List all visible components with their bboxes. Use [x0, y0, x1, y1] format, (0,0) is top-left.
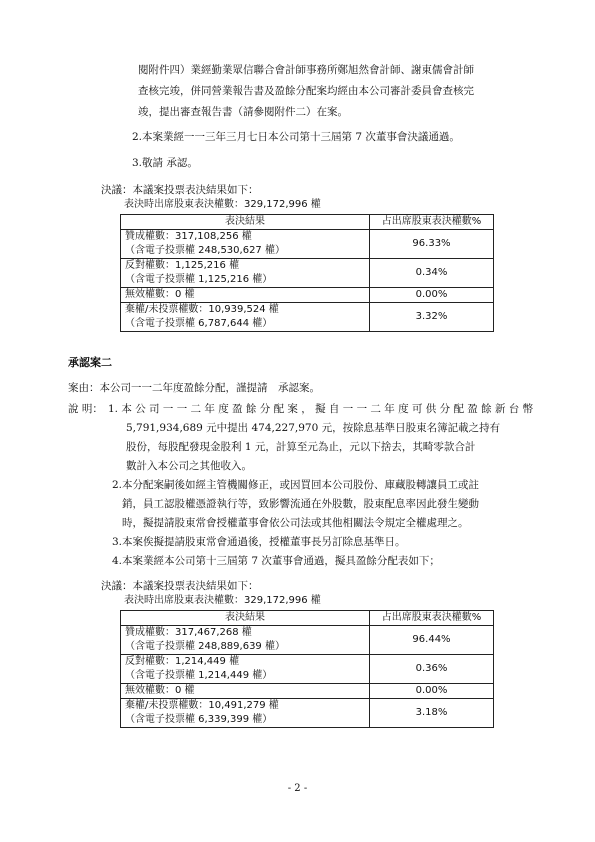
table-row	[121, 287, 494, 302]
vote-oppose-pct: 0.36%	[370, 654, 494, 683]
intro-item-2: 2.本案業經一一三年三月七日本公司第十三屆第 7 次董事會決議通過。	[132, 131, 460, 143]
item4: 4.本案業經本公司第十三屆第 7 次董事會通過，擬具盈餘分配表如下；	[112, 555, 440, 567]
vote-invalid: 無效權數：0 權	[121, 683, 370, 698]
header-percentage: 占出席股東表決權數%	[370, 215, 494, 230]
header-result: 表決結果	[121, 611, 370, 626]
vote-label-cell	[121, 698, 370, 727]
vote-invalid-pct: 0.00%	[370, 683, 494, 698]
vote-oppose-electronic: （含電子投票權 1,125,216 權）	[125, 273, 273, 285]
header-percentage: 占出席股東表決權數%	[370, 611, 494, 626]
vote-abstain-electronic: （含電子投票權 6,787,644 權）	[125, 317, 273, 329]
table-row	[121, 625, 494, 654]
table-row	[121, 698, 494, 727]
vote-oppose-pct: 0.34%	[370, 258, 494, 287]
intro-line-3: 竣，提出審查報告書（請參閱附件二）在案。	[138, 106, 348, 118]
table-row	[121, 258, 494, 287]
table-row	[121, 654, 494, 683]
table-header-row	[121, 611, 494, 626]
item1-line-1: 1. 本 公 司 一 一 二 年 度 盈 餘 分 配 案 ， 擬 自 一 一 二 年 度 可 供 分 配 盈 餘 新 台 幣	[108, 403, 534, 415]
vote-invalid-pct: 0.00%	[370, 287, 494, 302]
intro-line-1: 閱附件四）業經勤業眾信聯合會計師事務所鄭旭然會計師、謝東儒會計師	[138, 64, 474, 76]
vote-approve: 贊成權數：317,108,256 權	[125, 231, 252, 242]
table-header-row	[121, 215, 494, 230]
vote-label-cell	[121, 229, 370, 258]
present-votes: 表決時出席股東表決權數：329,172,996 權	[124, 595, 321, 606]
intro-item-3: 3.敬請 承認。	[132, 157, 198, 169]
vote-result-table	[120, 214, 494, 332]
vote-oppose: 反對權數：1,125,216 權	[125, 260, 240, 271]
resolution-label: 決議：本議案投票表決結果如下：	[101, 580, 259, 592]
case-cause: 案由：本公司一一二年度盈餘分配，謹提請 承認案。	[68, 382, 320, 394]
vote-approve: 贊成權數：317,467,268 權	[125, 627, 252, 638]
item1-line-3: 股份，每股配發現金股利 1 元，計算至元為止，元以下捨去，其畸零款合計	[126, 441, 476, 453]
present-votes: 表決時出席股東表決權數：329,172,996 權	[124, 199, 321, 210]
vote-invalid: 無效權數：0 權	[121, 287, 370, 302]
item1-line-4: 數計入本公司之其他收入。	[126, 460, 252, 472]
intro-line-2: 查核完竣，併同營業報告書及盈餘分配案均經由本公司審計委員會查核完	[138, 85, 474, 97]
vote-oppose: 反對權數：1,214,449 權	[125, 656, 240, 667]
vote-abstain-pct: 3.32%	[370, 302, 494, 331]
item2-line-3: 時，擬提請股東常會授權董事會依公司法或其他相關法令規定全權處理之。	[122, 517, 469, 529]
vote-approve-electronic: （含電子投票權 248,530,627 權）	[125, 244, 285, 256]
vote-abstain-electronic: （含電子投票權 6,339,399 權）	[125, 713, 273, 725]
item1-line-2: 5,791,934,689 元中提出 474,227,970 元，按除息基準日股東名簿記載之持有	[126, 422, 501, 434]
vote-label-cell	[121, 654, 370, 683]
table-row	[121, 302, 494, 331]
page-number: - 2 -	[287, 783, 308, 794]
table-row	[121, 229, 494, 258]
item3: 3.本案俟擬提請股東常會通過後，授權董事長另訂除息基準日。	[112, 536, 406, 548]
vote-approve-pct: 96.44%	[370, 625, 494, 654]
vote-abstain-pct: 3.18%	[370, 698, 494, 727]
vote-abstain: 棄權/未投票權數：10,939,524 權	[125, 304, 279, 315]
vote-label-cell	[121, 302, 370, 331]
vote-approve-electronic: （含電子投票權 248,889,639 權）	[125, 640, 285, 652]
vote-label-cell	[121, 625, 370, 654]
resolution-label: 決議：本議案投票表決結果如下：	[101, 184, 259, 196]
item2-line-2: 銷，員工認股權憑證執行等，致影響流通在外股數，股東配息率因此發生變動	[122, 498, 479, 510]
vote-abstain: 棄權/未投票權數：10,491,279 權	[125, 700, 279, 711]
section-title: 承認案二	[68, 356, 112, 369]
vote-result-table	[120, 610, 494, 728]
vote-oppose-electronic: （含電子投票權 1,214,449 權）	[125, 669, 273, 681]
vote-approve-pct: 96.33%	[370, 229, 494, 258]
table-row	[121, 683, 494, 698]
explain-label: 說 明：	[68, 403, 103, 415]
vote-label-cell	[121, 258, 370, 287]
header-result: 表決結果	[121, 215, 370, 230]
item2-line-1: 2.本分配案嗣後如經主管機關修正，或因買回本公司股份、庫藏股轉讓員工或註	[112, 479, 480, 491]
